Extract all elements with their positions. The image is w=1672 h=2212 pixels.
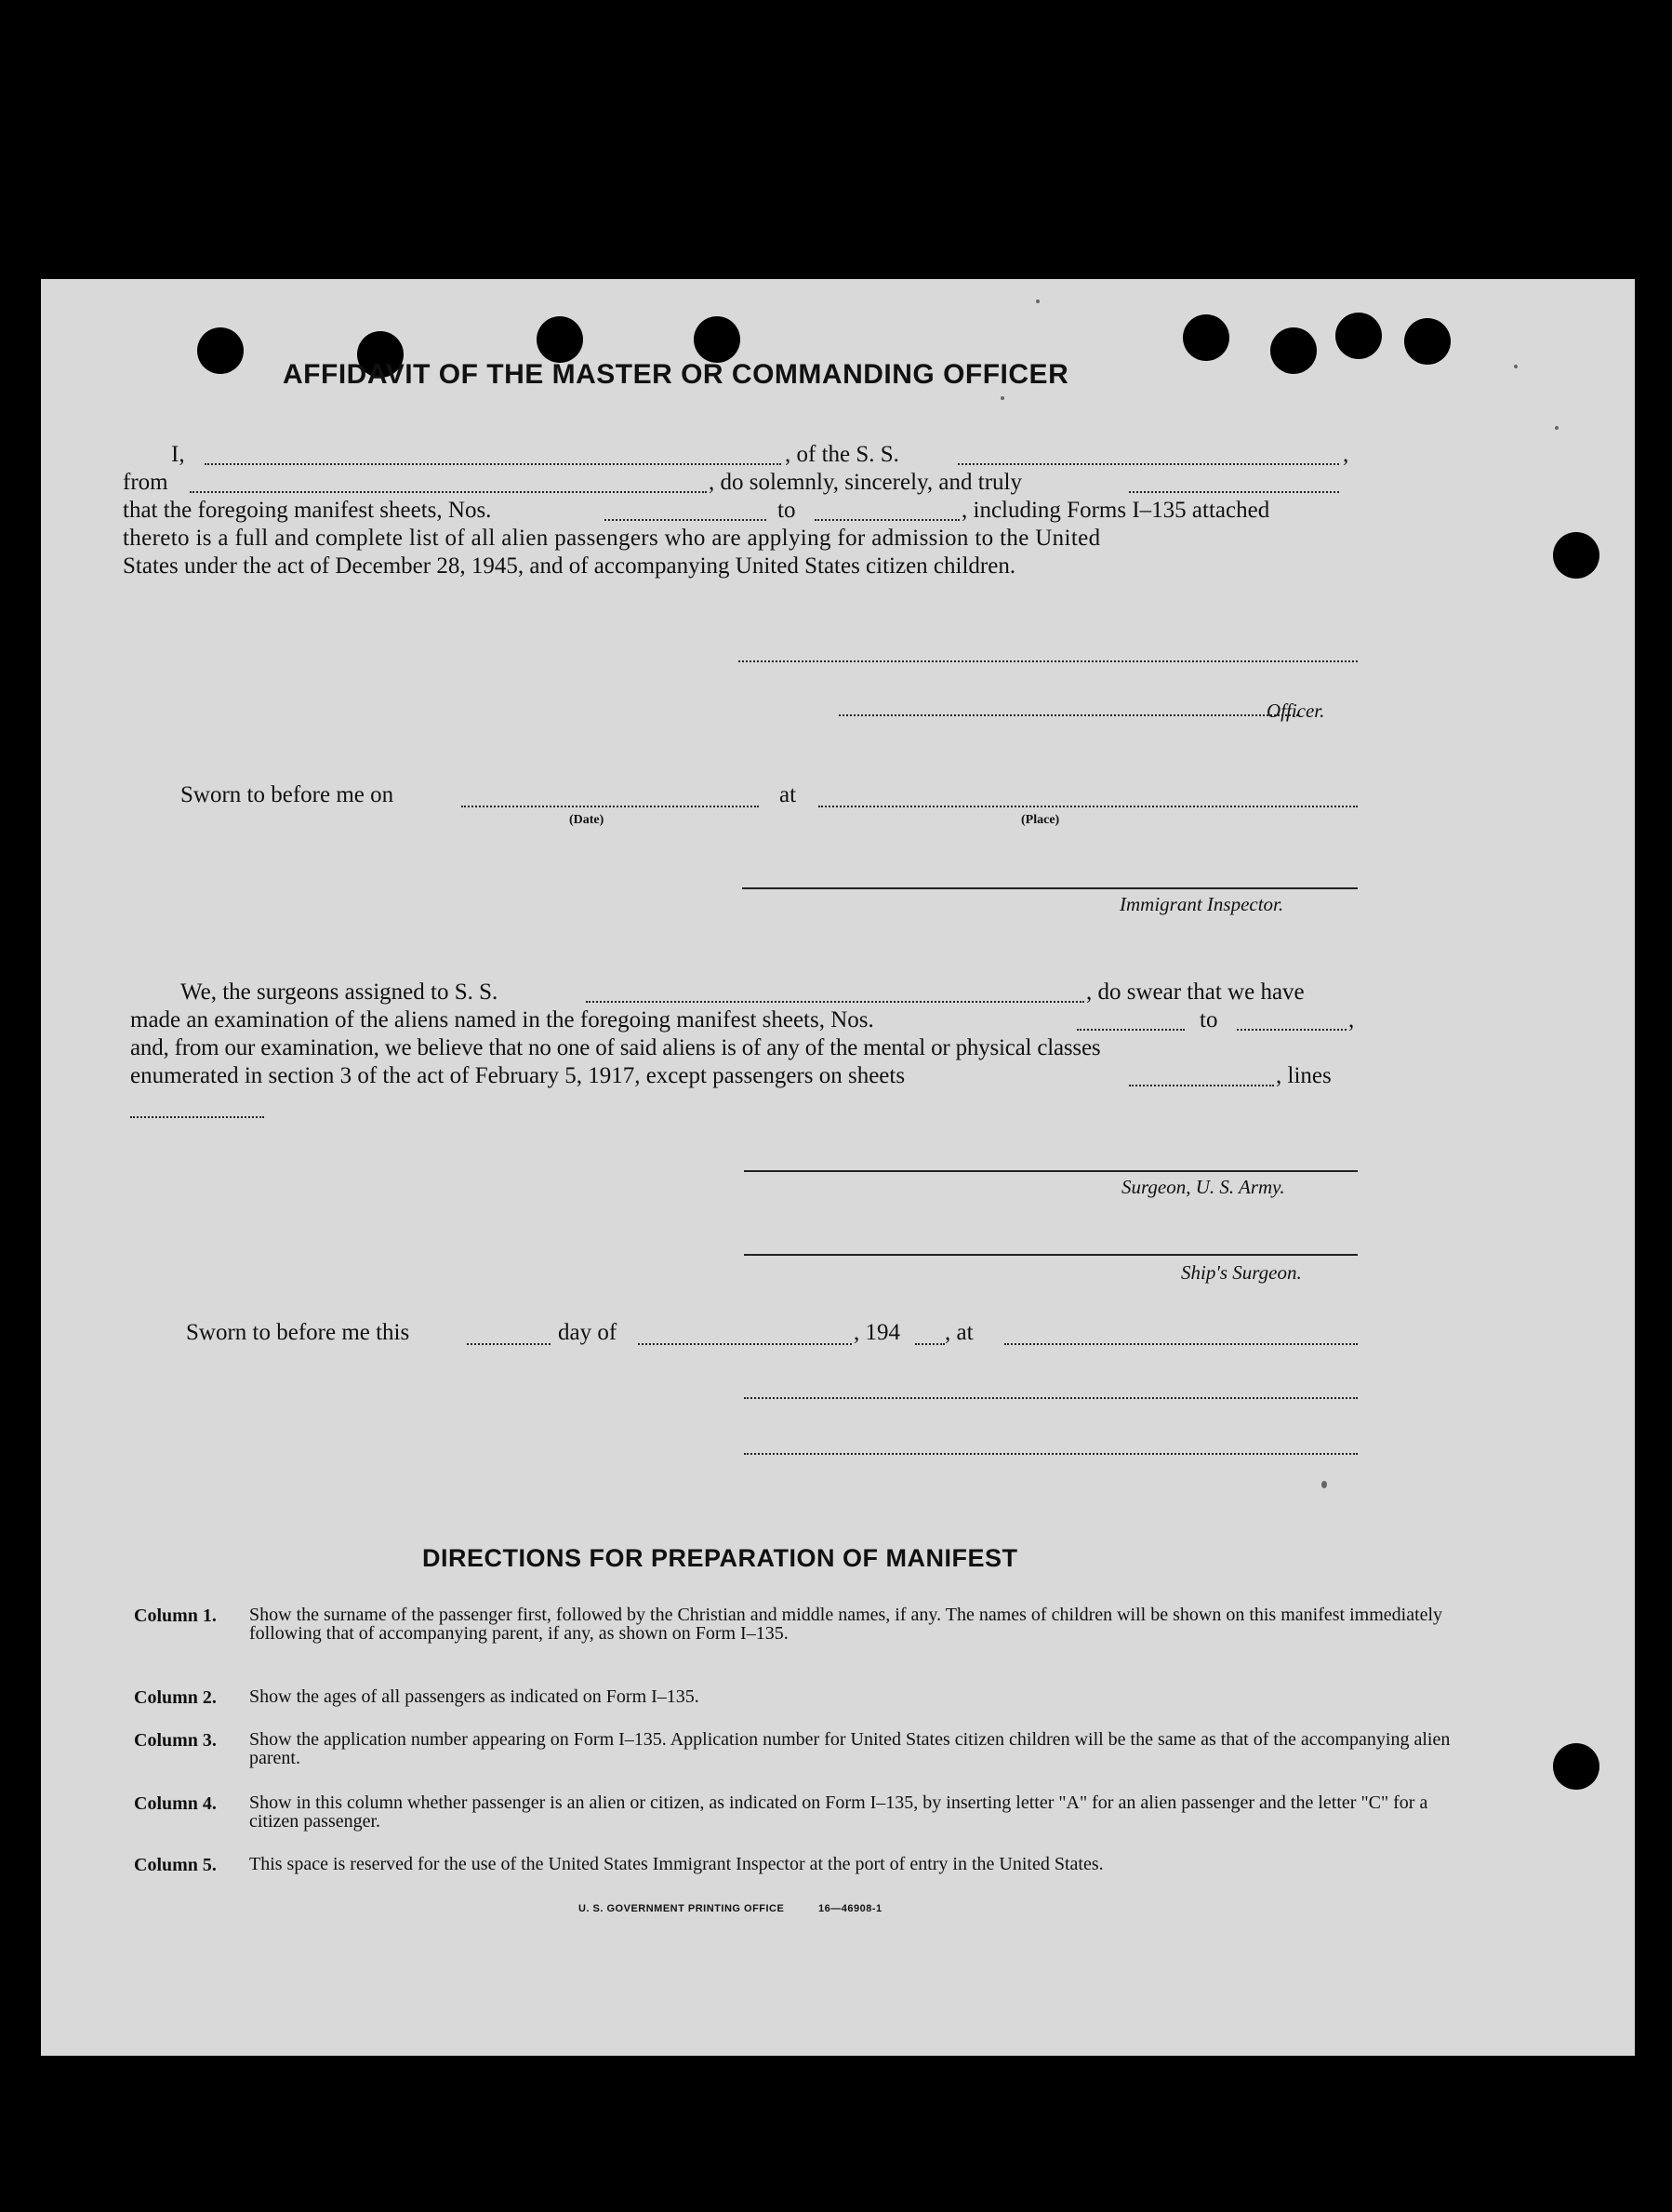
speck xyxy=(1555,426,1559,430)
affidavit-comma: , xyxy=(1343,442,1349,467)
officer-label: Officer. xyxy=(1267,700,1325,722)
sworn-year-field[interactable] xyxy=(915,1343,945,1345)
surgeons-ship-field[interactable] xyxy=(586,1001,1084,1003)
sworn-at2-label: , at xyxy=(945,1320,974,1345)
officer-signature-line[interactable] xyxy=(738,660,1358,662)
column-2-label: Column 2. xyxy=(134,1687,217,1708)
except-lines-field[interactable] xyxy=(130,1116,264,1118)
except-sheets-field[interactable] xyxy=(1129,1085,1274,1086)
day-of-label: day of xyxy=(558,1320,617,1345)
affidavit-to: to xyxy=(777,498,796,523)
column-1-text: Show the surname of the passenger first, followed by the Christian and middle names, if any. The names of children will be shown on this manifest immediately following that of accompanying parent, if any, as shown on Form I–135. xyxy=(249,1605,1443,1644)
affidavit-i: I, xyxy=(171,442,185,467)
punch-hole xyxy=(694,316,740,363)
master-name-field[interactable] xyxy=(205,463,781,465)
affidavit-from: from xyxy=(123,470,168,495)
surgeons-sheet-from-field[interactable] xyxy=(1077,1029,1185,1031)
speck xyxy=(1001,396,1004,400)
ship-name-field[interactable] xyxy=(958,463,1339,465)
column-1-label: Column 1. xyxy=(134,1606,217,1626)
place-label: (Place) xyxy=(1021,813,1060,827)
inspector-signature-line[interactable] xyxy=(742,887,1358,889)
column-3-text: Show the application number appearing on Form I–135. Application number for United States citizen children will be the same as that of the accompanying alien parent. xyxy=(249,1729,1451,1768)
punch-hole xyxy=(197,327,244,374)
sworn-month-field[interactable] xyxy=(638,1343,852,1345)
affidavit-of-ss: , of the S. S. xyxy=(785,442,899,467)
solemnly-blank[interactable] xyxy=(1129,491,1339,493)
surgeons-sheet-to-field[interactable] xyxy=(1237,1029,1347,1031)
affidavit-line5: States under the act of December 28, 1945, and of accompanying United States citizen children. xyxy=(123,553,1016,579)
affidavit-line4: thereto is a full and complete list of all alien passengers who are applying for admission to the United xyxy=(123,526,1101,551)
form-page xyxy=(41,279,1635,2056)
column-5-text: This space is reserved for the use of the United States Immigrant Inspector at the port of entry in the United States. xyxy=(249,1854,1104,1874)
affidavit-title: AFFIDAVIT OF THE MASTER OR COMMANDING OFFICER xyxy=(283,359,1069,390)
printer-label: U. S. GOVERNMENT PRINTING OFFICE xyxy=(578,1903,785,1914)
sheet-from-field[interactable] xyxy=(604,519,766,521)
date-label: (Date) xyxy=(569,813,604,827)
surgeons-examination: made an examination of the aliens named in the foregoing manifest sheets, Nos. xyxy=(130,1007,874,1033)
surgeons-to: to xyxy=(1200,1007,1218,1033)
surgeons-line4: enumerated in section 3 of the act of February 5, 1917, except passengers on sheets xyxy=(130,1063,906,1088)
army-surgeon-signature-line[interactable] xyxy=(744,1170,1358,1172)
surgeons-lines: , lines xyxy=(1276,1063,1332,1088)
punch-hole xyxy=(1335,313,1382,359)
affidavit-manifest-sheets: that the foregoing manifest sheets, Nos. xyxy=(123,498,492,523)
sheet-to-field[interactable] xyxy=(815,519,960,521)
speck xyxy=(1321,1481,1327,1488)
ship-surgeon-signature-line[interactable] xyxy=(744,1254,1358,1256)
inspector2-title-line[interactable] xyxy=(744,1453,1358,1455)
surgeons-assigned: We, the surgeons assigned to S. S. xyxy=(180,979,498,1005)
column-4-text: Show in this column whether passenger is an alien or citizen, as indicated on Form I–135, by inserting letter "A" for an alien passenger and the letter "C" for a citizen passenger. xyxy=(249,1792,1428,1832)
column-4-label: Column 4. xyxy=(134,1793,217,1814)
sworn-at-label: at xyxy=(779,782,797,807)
sworn-day-field[interactable] xyxy=(467,1343,551,1345)
affidavit-solemnly: , do solemnly, sincerely, and truly xyxy=(709,470,1022,495)
punch-hole xyxy=(1270,327,1317,374)
inspector-label: Immigrant Inspector. xyxy=(1120,893,1284,915)
directions-title: DIRECTIONS FOR PREPARATION OF MANIFEST xyxy=(422,1544,1018,1572)
sworn-place-field[interactable] xyxy=(818,806,1358,807)
sworn-date-field[interactable] xyxy=(461,806,759,807)
ship-surgeon-label: Ship's Surgeon. xyxy=(1181,1261,1302,1284)
sworn-this-label: Sworn to before me this xyxy=(186,1320,410,1345)
officer-title-line[interactable] xyxy=(839,714,1298,716)
speck xyxy=(1514,365,1518,368)
surgeons-comma: , xyxy=(1348,1007,1355,1033)
speck xyxy=(1036,300,1040,303)
form-code: 16—46908-1 xyxy=(818,1903,882,1914)
column-5-label: Column 5. xyxy=(134,1855,217,1875)
column-3-label: Column 3. xyxy=(134,1730,217,1751)
surgeons-line3: and, from our examination, we believe that no one of said aliens is of any of the mental or physical classes xyxy=(130,1035,1101,1060)
army-surgeon-label: Surgeon, U. S. Army. xyxy=(1121,1176,1285,1198)
punch-hole xyxy=(1183,314,1229,361)
affidavit-forms: , including Forms I–135 attached xyxy=(962,498,1270,523)
punch-hole xyxy=(537,316,583,363)
sworn-place2-field[interactable] xyxy=(1004,1343,1358,1345)
from-port-field[interactable] xyxy=(190,491,707,493)
sworn-on-label: Sworn to before me on xyxy=(180,782,394,807)
surgeons-swear: , do swear that we have xyxy=(1086,979,1305,1005)
inspector2-signature-line[interactable] xyxy=(744,1397,1358,1399)
punch-hole xyxy=(1553,1743,1599,1790)
punch-hole xyxy=(1553,532,1599,579)
column-2-text: Show the ages of all passengers as indicated on Form I–135. xyxy=(249,1686,699,1707)
year-label: , 194 xyxy=(854,1320,900,1345)
punch-hole xyxy=(1404,318,1451,365)
